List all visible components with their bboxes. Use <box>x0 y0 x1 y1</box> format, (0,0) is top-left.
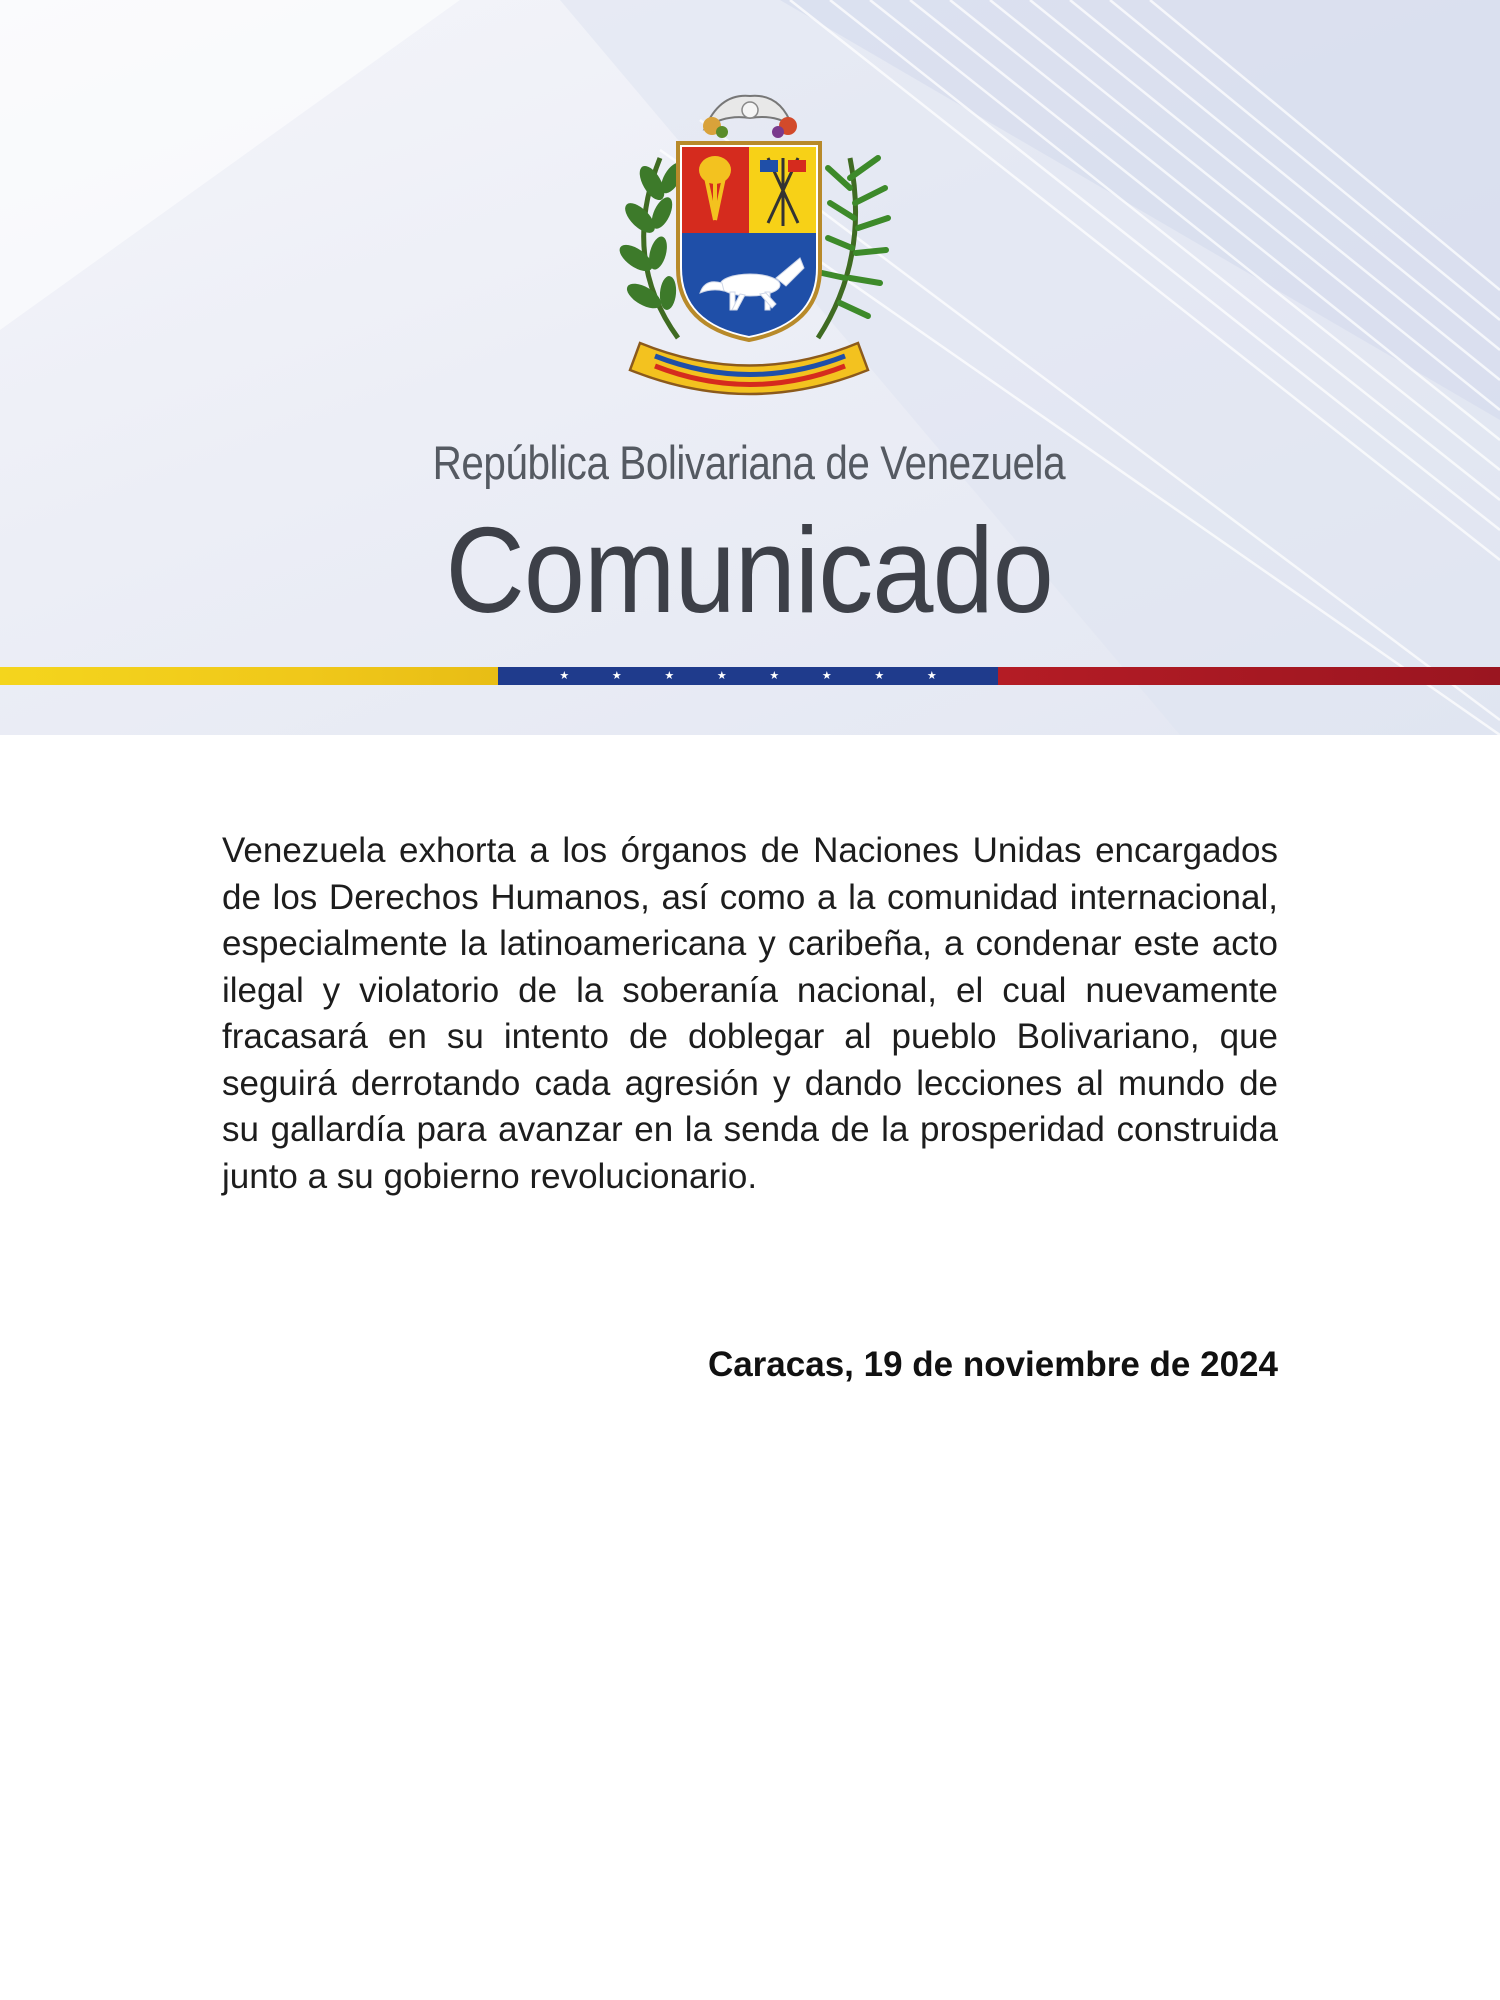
header-banner <box>0 0 1500 735</box>
flag-stripe <box>0 667 1500 685</box>
star-icon: ★ <box>664 669 675 682</box>
star-icon: ★ <box>716 669 727 682</box>
page-title: Comunicado <box>445 502 1053 638</box>
star-icon: ★ <box>821 669 832 682</box>
star-icon: ★ <box>611 669 622 682</box>
venezuela-coat-of-arms-icon <box>600 88 895 418</box>
flag-blue-band <box>498 667 998 685</box>
flag-yellow-band <box>0 667 498 685</box>
star-icon: ★ <box>874 669 885 682</box>
star-icon: ★ <box>926 669 937 682</box>
star-icon: ★ <box>559 669 570 682</box>
place-date: Caracas, 19 de noviembre de 2024 <box>707 1345 1278 1384</box>
statement-body: Venezuela exhorta a los órganos de Naciones Unidas encargados de los Derechos Humanos, así como a la comunidad internacional, especialmente la latinoamericana y caribeña, a condenar este acto ilegal y violatorio de la soberanía nacional, el cual nuevamente fracasará en su intento de doblegar al pueblo Bolivariano, que seguirá derrotando cada agresión y dando lecciones al mundo de su gallardía para avanzar en la senda de la prosperidad construida junto a su gobierno revolucionario. <box>222 831 1278 1196</box>
star-icon: ★ <box>769 669 780 682</box>
republic-name: República Bolivariana de Venezuela <box>432 436 1066 489</box>
flag-red-band <box>998 667 1500 685</box>
